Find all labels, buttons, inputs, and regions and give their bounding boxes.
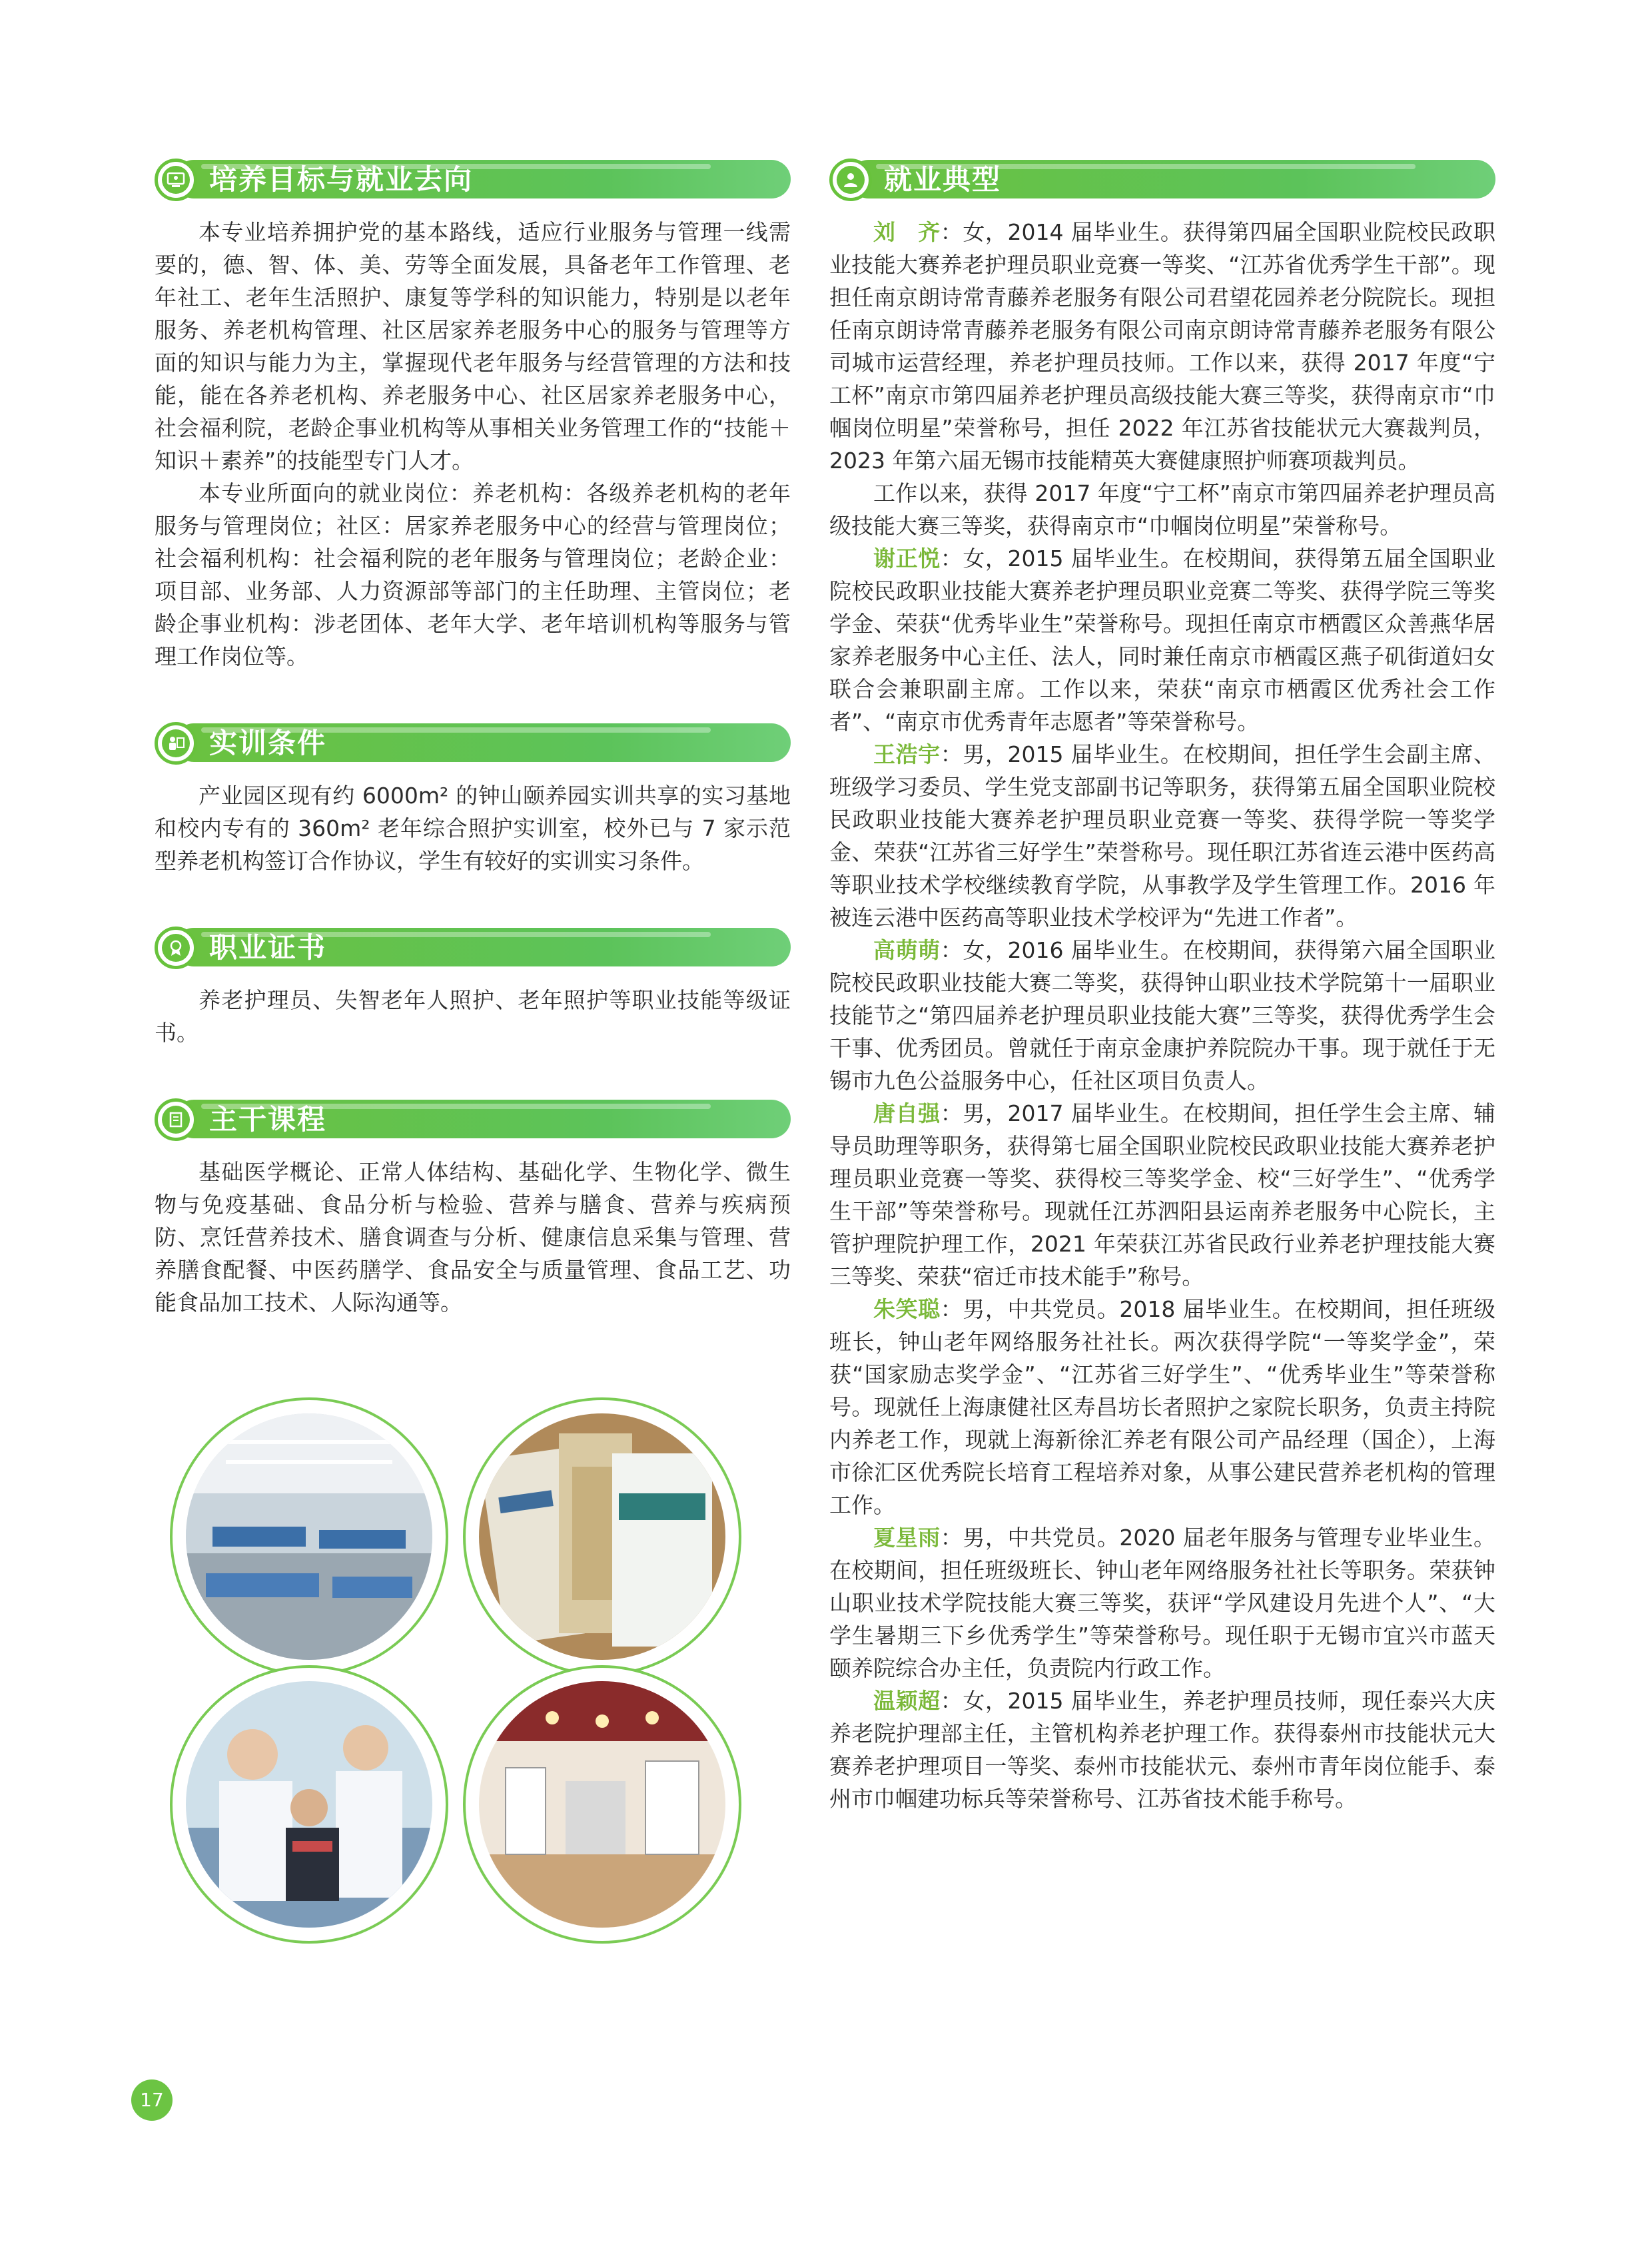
book-icon [155,1098,197,1141]
profile-name: 谢正悦 [873,546,941,571]
right-column [829,159,1495,1815]
profile-name: 唐自强 [873,1100,941,1126]
profile-text: ：女，2015 届毕业生。在校期间，获得第五届全国职业院校民政职业技能大赛养老护理员职业竞赛二等奖、获得学院三等奖学金、荣获“优秀毕业生”荣誉称号。现担任南京市栖霞区众善燕华居家养老服务中心主任、法人，同时兼任南京市栖霞区燕子矶街道妇女联合会兼职副主席。工作以来，荣获“南京市栖霞区优秀社会工作者”、“南京市优秀青年志愿者”等荣誉称号。 [829,546,1495,735]
profile-text: ：女，2016 届毕业生。在校期间，获得第六届全国职业院校民政职业技能大赛二等奖，获得钟山职业技术学院第十一届职业技能节之“第四届养老护理员职业技能大赛”三等奖，获得优秀学生会干事、优秀团员。曾就任于南京金康护养院院办干事。现于就任于无锡市九色公益服务中心，任社区项目负责人。 [829,937,1495,1094]
section-header-goals [155,159,791,201]
certificate-paragraph: 养老护理员、失智老年人照护、老年照护等职业技能等级证书。 [155,987,791,1046]
training-paragraph: 产业园区现有约 6000m² 的钟山颐养园实训共享的实习基地和校内专有的 360m² 老年综合照护实训室，校外已与 7 家示范型养老机构签订合作协议，学生有较好的实训实习条件。 [155,783,791,874]
profile-name: 高萌萌 [873,937,941,963]
profile-name: 王浩宇 [873,741,941,767]
profile-paragraph [829,216,1495,477]
profile-text: 工作以来，获得 2017 年度“宁工杯”南京市第四届养老护理员高级技能大赛三等奖，获得南京市“巾帼岗位明星”荣誉称号。 [829,480,1495,539]
profile-paragraph [829,1293,1495,1521]
section-title: 就业典型 [884,163,1002,196]
left-column [155,159,791,1319]
page-number: 17 [131,2079,173,2121]
profile-paragraph [829,1521,1495,1684]
profile-name: 夏星雨 [873,1525,941,1551]
award-icon [155,927,197,969]
goals-paragraph-2: 本专业所面向的就业岗位：养老机构：各级养老机构的老年服务与管理岗位；社区：居家养老服务中心的经营与管理岗位；社会福利机构：社会福利院的老年服务与管理岗位；老龄企业：项目部、业务部、人力资源部等部门的主任助理、主管岗位；老龄企事业机构：涉老团体、老年大学、老年培训机构等服务与管理工作岗位等。 [155,480,791,669]
profile-paragraph [829,738,1495,934]
training-icon [155,722,197,765]
profile-text: ：男，中共党员。2018 届毕业生。在校期间，担任班级班长，钟山老年网络服务社社长。两次获得学院“一等奖学金”，荣获“国家励志奖学金”、“江苏省三好学生”、“优秀毕业生”等荣誉称号。现就任上海康健社区寿昌坊长者照护之家院长职务，负责主持院内养老工作，现就上海新徐汇养老有限公司产品经理（国企），上海市徐汇区优秀院长培育工程培养对象，从事公建民营养老机构的管理工作。 [829,1296,1495,1518]
profile-paragraph [829,1097,1495,1293]
courses-paragraph: 基础医学概论、正常人体结构、基础化学、生物化学、微生物与免疫基础、食品分析与检验、营养与膳食、营养与疾病预防、烹饪营养技术、膳食调查与分析、健康信息采集与管理、营养膳食配餐、中医药膳学、食品安全与质量管理、食品工艺、功能食品加工技术、人际沟通等。 [155,1159,791,1315]
profile-name: 朱笑聪 [873,1296,941,1322]
profile-text: ：男，2015 届毕业生。在校期间，担任学生会副主席、班级学习委员、学生党支部副书记等职务，获得第五届全国职业院校民政职业技能大赛养老护理员职业竞赛一等奖、获得学院一等奖学金、荣获“江苏省三好学生”荣誉称号。现任职江苏省连云港中医药高等职业技术学校继续教育学院，从事教学及学生管理工作。2016 年被连云港中医药高等职业技术学校评为“先进工作者”。 [829,741,1495,931]
people-icon [829,159,872,201]
profile-text: ：男，中共党员。2020 届老年服务与管理专业毕业生。在校期间，担任班级班长、钟山老年网络服务社社长等职务。荣获钟山职业技术学院技能大赛三等奖，获评“学风建设月先进个人”、“大学生暑期三下乡优秀学生”等荣誉称号。现任职于无锡市宜兴市蓝天颐养院综合办主任，负责院内行政工作。 [829,1525,1495,1681]
goals-paragraph-1: 本专业培养拥护党的基本路线，适应行业服务与管理一线需要的，德、智、体、美、劳等全面发展，具备老年工作管理、老年社工、老年生活照护、康复等学科的知识能力，特别是以老年服务、养老机构管理、社区居家养老服务中心的服务与管理等方面的知识与能力为主，掌握现代老年服务与经营管理的方法和技能，能在各养老机构、养老服务中心、社区居家养老服务中心，社会福利院，老龄企事业机构等从事相关业务管理工作的“技能＋知识＋素养”的技能型专门人才。 [155,219,791,474]
profile-paragraph [829,477,1495,542]
section-title: 实训条件 [209,727,327,759]
profile-paragraph [829,542,1495,738]
section-title: 职业证书 [209,931,327,964]
monitor-person-icon [155,159,197,201]
section-title: 主干课程 [209,1103,327,1136]
practice-class-photo [170,1665,448,1944]
training-room-photo [170,1397,448,1676]
section-header-training [155,722,791,765]
section-header-courses [155,1098,791,1141]
section-header-certificate [155,927,791,969]
profile-name: 温颖超 [873,1688,941,1714]
profile-name: 刘 齐 [873,219,941,245]
profile-text: ：女，2015 届毕业生，养老护理员技师，现任泰兴大庆养老院护理部主任，主管机构养老护理工作。获得泰州市技能状元大赛养老护理项目一等奖、泰州市技能状元、泰州市青年岗位能手、泰州市巾帼建功标兵等荣誉称号、江苏省技术能手称号。 [829,1688,1495,1812]
textbooks-photo [463,1397,741,1676]
section-header-employment [829,159,1495,201]
care-facility-photo [463,1665,741,1944]
profile-text: ：男，2017 届毕业生。在校期间，担任学生会主席、辅导员助理等职务，获得第七届全国职业院校民政职业技能大赛养老护理员职业竞赛一等奖、获得校三等奖学金、校“三好学生”、“优秀学生干部”等荣誉称号。现就任江苏泗阳县运南养老服务中心院长，主管护理院护理工作，2021 年荣获江苏省民政行业养老护理技能大赛三等奖、荣获“宿迁市技术能手”称号。 [829,1100,1495,1290]
profile-paragraph [829,1684,1495,1815]
photo-grid [157,1392,803,1945]
profile-paragraph [829,934,1495,1097]
section-title: 培养目标与就业去向 [209,163,474,196]
profile-text: ：女，2014 届毕业生。获得第四届全国职业院校民政职业技能大赛养老护理员职业竞赛一等奖、“江苏省优秀学生干部”。现担任南京朗诗常青藤养老服务有限公司君望花园养老分院院长。现担任南京朗诗常青藤养老服务有限公司南京朗诗常青藤养老服务有限公司城市运营经理，养老护理员技师。工作以来，获得 2017 年度“宁工杯”南京市第四届养老护理员高级技能大赛三等奖，获得南京市“巾帼岗位明星”荣誉称号，担任 2022 年江苏省技能状元大赛裁判员，2023 年第六届无锡市技能精英大赛健康照护师赛项裁判员。 [829,219,1495,474]
